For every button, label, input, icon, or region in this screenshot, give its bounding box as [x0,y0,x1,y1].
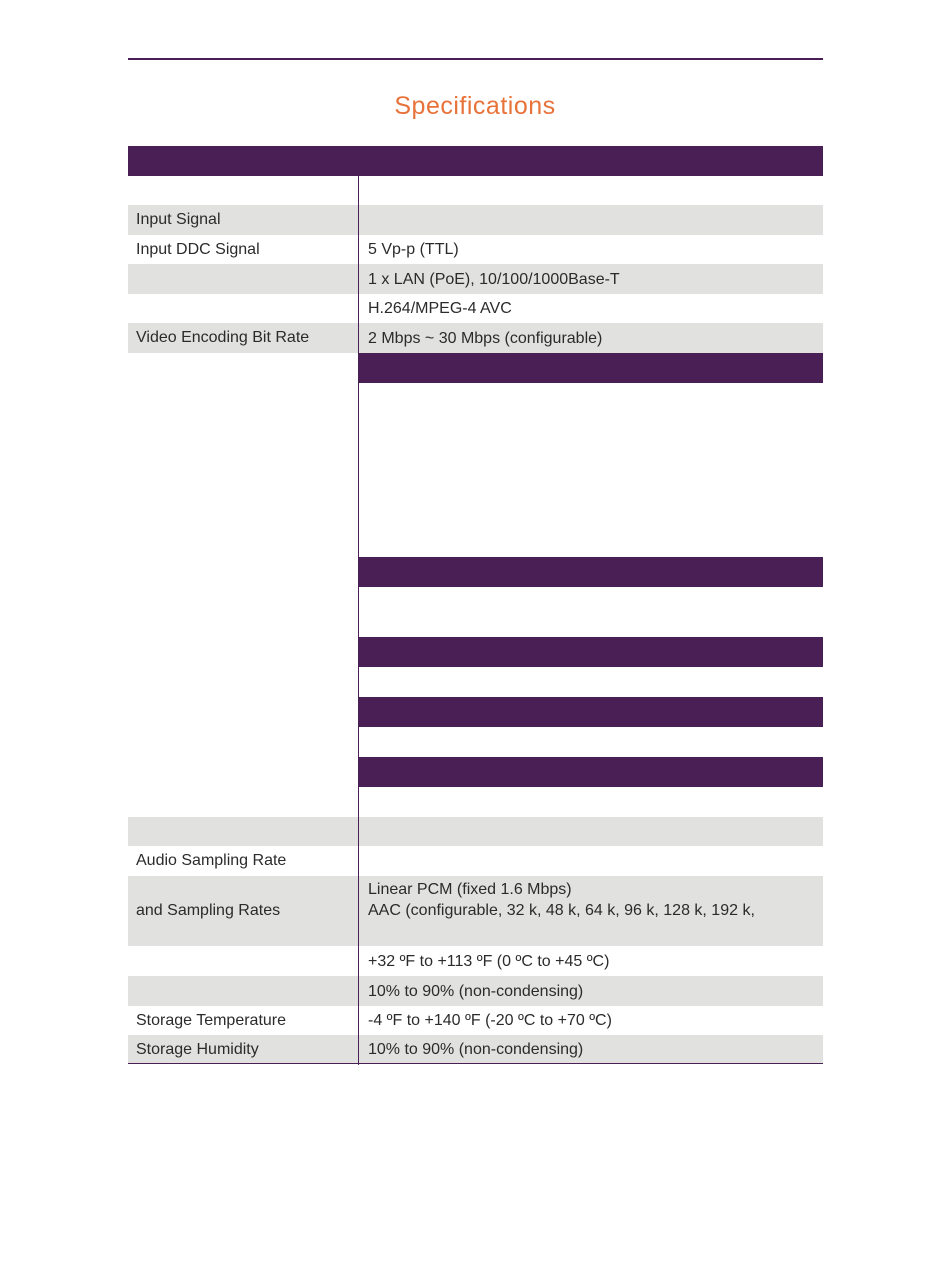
top-rule [128,58,823,60]
table-row [128,876,823,946]
subsection-header-band [128,757,823,787]
spec-table [128,146,823,1064]
table-row [128,323,823,353]
table-row [128,383,823,557]
spec-value-line: Linear PCM (fixed 1.6 Mbps) [368,881,572,898]
subsection-header-band [128,353,823,383]
bottom-rule [128,1063,823,1064]
table-row [128,976,823,1006]
table-row [128,205,823,235]
spec-label: Storage Temperature [136,1011,287,1029]
table-row [128,587,823,637]
section-header-band [128,146,823,176]
spec-value: 2 Mbps ~ 30 Mbps (configurable) [368,329,603,347]
spec-value [368,876,823,946]
spec-label: Video Encoding Bit Rate [136,329,310,346]
spec-label: and Sampling Rates [136,902,281,919]
spec-label: Input DDC Signal [136,240,260,258]
subsection-header-band [128,557,823,587]
subsection-header-band [128,697,823,727]
spec-label: Audio Sampling Rate [136,852,287,869]
table-row [128,294,823,323]
table-row [128,846,823,876]
spec-label [136,294,356,323]
spec-value: 10% to 90% (non-condensing) [368,982,584,1000]
table-row [128,264,823,294]
subsection-header-band [128,637,823,667]
page-title: Specifications [394,92,556,120]
table-row [128,667,823,697]
spec-value: -4 ºF to +140 ºF (-20 ºC to +70 ºC) [368,1012,612,1029]
table-row [128,946,823,976]
column-divider [358,176,359,1065]
table-row [128,787,823,817]
table-row [128,727,823,757]
spec-value: 10% to 90% (non-condensing) [368,1041,584,1058]
spec-label: Storage Humidity [136,1040,259,1058]
table-row [128,1006,823,1035]
spec-value: 5 Vp-p (TTL) [368,241,459,258]
table-row [128,817,823,846]
spec-value: +32 ºF to +113 ºF (0 ºC to +45 ºC) [368,952,610,970]
spec-label: Input Signal [136,211,221,228]
spec-label [136,264,356,294]
spec-value [368,205,823,235]
table-row [128,176,823,205]
spec-label [136,946,356,976]
spec-value: 1 x LAN (PoE), 10/100/1000Base-T [368,270,620,288]
spec-value-line: AAC (configurable, 32 k, 48 k, 64 k, 96 k, 128 k, 192 k, [368,902,755,919]
table-row [128,1035,823,1064]
spec-value [368,846,823,876]
spec-value: H.264/MPEG-4 AVC [368,300,512,317]
table-row [128,235,823,264]
spec-label [136,976,356,1006]
